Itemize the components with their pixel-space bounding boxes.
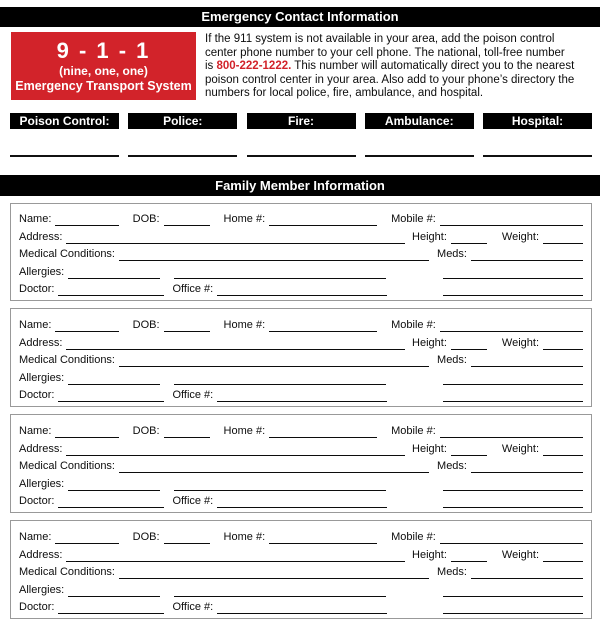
- home-phone-label: Home #:: [223, 213, 266, 226]
- medical-conditions-field-line[interactable]: [119, 354, 429, 367]
- emergency-contact-header-bar: [0, 7, 600, 27]
- name-label: Name:: [19, 425, 52, 438]
- doctor-field-line[interactable]: [58, 389, 164, 402]
- poison-control-field-line[interactable]: [10, 155, 119, 157]
- meds-field-line[interactable]: [471, 354, 583, 367]
- family-member-card: [10, 520, 592, 619]
- allergies-field-line[interactable]: [68, 584, 160, 597]
- dob-label: DOB:: [132, 319, 160, 332]
- doctor-label: Doctor:: [19, 389, 55, 402]
- weight-label: Weight:: [501, 548, 539, 561]
- dob-field-line[interactable]: [164, 213, 210, 226]
- mobile-phone-label: Mobile #:: [391, 319, 436, 332]
- height-label: Height:: [412, 548, 447, 561]
- doctor-label: Doctor:: [19, 283, 55, 296]
- instructions-line-5: numbers for local police, fire, ambulance, and hospital.: [205, 87, 484, 99]
- allergies-field-line[interactable]: [68, 478, 160, 491]
- meds-continuation-line-1[interactable]: [443, 266, 583, 279]
- dob-field-line[interactable]: [164, 531, 210, 544]
- weight-label: Weight:: [501, 336, 539, 349]
- member-row-address: [19, 438, 583, 456]
- member-row-allergies: [19, 579, 583, 597]
- member-row-doctor: [19, 279, 583, 297]
- member-row-allergies: [19, 367, 583, 385]
- height-field-line[interactable]: [451, 443, 487, 456]
- allergies-continuation-line[interactable]: [174, 478, 386, 491]
- weight-label: Weight:: [501, 442, 539, 455]
- instructions-line-1: If the 911 system is not available in your area, add the poison control: [205, 33, 555, 45]
- height-field-line[interactable]: [451, 231, 487, 244]
- member-row-name: [19, 209, 583, 227]
- address-label: Address:: [19, 442, 63, 455]
- address-field-line[interactable]: [66, 337, 405, 350]
- weight-field-line[interactable]: [543, 549, 583, 562]
- allergies-label: Allergies:: [19, 583, 65, 596]
- mobile-phone-field-line[interactable]: [440, 425, 583, 438]
- address-field-line[interactable]: [66, 231, 405, 244]
- hospital-label: Hospital:: [483, 113, 592, 129]
- member-row-doctor: [19, 491, 583, 509]
- emergency-number-pronunciation: (nine, one, one): [59, 64, 148, 78]
- instructions-line-4: poison control center in your area. Also add to your phone’s directory the: [205, 73, 575, 86]
- meds-continuation-line-2[interactable]: [443, 495, 583, 508]
- office-phone-field-line[interactable]: [217, 495, 387, 508]
- meds-field-line[interactable]: [471, 248, 583, 261]
- home-phone-label: Home #:: [223, 425, 266, 438]
- emergency-911-box: [11, 32, 196, 100]
- home-phone-label: Home #:: [223, 319, 266, 332]
- member-row-doctor: [19, 597, 583, 615]
- member-row-medical: [19, 350, 583, 368]
- office-phone-field-line[interactable]: [217, 283, 387, 296]
- meds-continuation-line-2[interactable]: [443, 283, 583, 296]
- hospital-field-line[interactable]: [483, 155, 592, 157]
- name-field-line[interactable]: [55, 425, 118, 438]
- meds-field-line[interactable]: [471, 460, 583, 473]
- member-row-address: [19, 544, 583, 562]
- instructions-line-3-pre: is: [205, 60, 217, 72]
- name-label: Name:: [19, 531, 52, 543]
- medical-conditions-label: Medical Conditions:: [19, 354, 115, 367]
- height-label: Height:: [412, 230, 447, 243]
- member-row-address: [19, 226, 583, 244]
- meds-label: Meds:: [437, 354, 467, 367]
- meds-continuation-line-1[interactable]: [443, 372, 583, 385]
- medical-conditions-label: Medical Conditions:: [19, 248, 115, 261]
- family-member-card: [10, 308, 592, 407]
- member-row-name: [19, 314, 583, 332]
- medical-conditions-field-line[interactable]: [119, 566, 429, 579]
- weight-label: Weight:: [501, 230, 539, 243]
- instructions-line-2: center phone number to your cell phone. The national, toll-free number: [205, 46, 565, 59]
- poison-control-label: Poison Control:: [10, 113, 119, 129]
- mobile-phone-label: Mobile #:: [391, 531, 436, 543]
- weight-field-line[interactable]: [543, 231, 583, 244]
- family-member-list: [10, 203, 592, 620]
- family-member-card: [10, 414, 592, 513]
- dob-label: DOB:: [132, 531, 160, 543]
- meds-continuation-line-2[interactable]: [443, 389, 583, 402]
- ambulance-field-line[interactable]: [365, 155, 474, 157]
- meds-continuation-line-1[interactable]: [443, 584, 583, 597]
- allergies-field-line[interactable]: [68, 266, 160, 279]
- meds-label: Meds:: [437, 566, 467, 579]
- name-label: Name:: [19, 213, 52, 226]
- member-row-allergies: [19, 261, 583, 279]
- doctor-label: Doctor:: [19, 495, 55, 508]
- poison-control-instructions: [205, 32, 574, 101]
- home-phone-field-line[interactable]: [269, 425, 377, 438]
- name-field-line[interactable]: [55, 213, 118, 226]
- office-phone-label: Office #:: [172, 283, 214, 296]
- height-label: Height:: [412, 442, 447, 455]
- fire-label: Fire:: [247, 113, 356, 129]
- home-phone-label: Home #:: [223, 531, 266, 543]
- emergency-number: 9 - 1 - 1: [56, 38, 151, 63]
- family-member-header-bar: [0, 175, 600, 196]
- doctor-field-line[interactable]: [58, 601, 164, 614]
- office-phone-label: Office #:: [172, 601, 214, 614]
- dob-field-line[interactable]: [164, 319, 210, 332]
- police-label: Police:: [128, 113, 237, 129]
- address-field-line[interactable]: [66, 549, 405, 562]
- home-phone-field-line[interactable]: [269, 531, 377, 544]
- member-row-medical: [19, 562, 583, 580]
- allergies-continuation-line[interactable]: [174, 372, 386, 385]
- family-member-card: [10, 203, 592, 302]
- address-field-line[interactable]: [66, 443, 405, 456]
- member-row-name: [19, 420, 583, 438]
- allergies-label: Allergies:: [19, 371, 65, 384]
- medical-conditions-label: Medical Conditions:: [19, 566, 115, 579]
- height-field-line[interactable]: [451, 549, 487, 562]
- intro-section: [11, 32, 596, 101]
- mobile-phone-field-line[interactable]: [440, 531, 583, 544]
- doctor-field-line[interactable]: [58, 283, 164, 296]
- dob-label: DOB:: [132, 425, 160, 438]
- family-member-title: Family Member Information: [215, 177, 385, 193]
- height-label: Height:: [412, 336, 447, 349]
- mobile-phone-label: Mobile #:: [391, 425, 436, 438]
- weight-field-line[interactable]: [543, 443, 583, 456]
- office-phone-label: Office #:: [172, 495, 214, 508]
- member-row-allergies: [19, 473, 583, 491]
- meds-continuation-line-2[interactable]: [443, 601, 583, 614]
- member-row-medical: [19, 244, 583, 262]
- member-row-medical: [19, 456, 583, 474]
- name-field-line[interactable]: [55, 531, 118, 544]
- emergency-contact-title: Emergency Contact Information: [201, 9, 399, 24]
- allergies-continuation-line[interactable]: [174, 584, 386, 597]
- meds-label: Meds:: [437, 460, 467, 473]
- poison-control-phone-number: 800-222-1222.: [216, 60, 292, 72]
- fire-field-line[interactable]: [247, 155, 356, 157]
- allergies-continuation-line[interactable]: [174, 266, 386, 279]
- member-row-name: [19, 526, 583, 544]
- ambulance-label: Ambulance:: [365, 113, 474, 129]
- instructions-line-3-post: This number will automatically direct you to the nearest: [291, 60, 575, 72]
- name-label: Name:: [19, 319, 52, 332]
- medical-conditions-field-line[interactable]: [119, 460, 429, 473]
- meds-continuation-line-1[interactable]: [443, 478, 583, 491]
- address-label: Address:: [19, 548, 63, 561]
- height-field-line[interactable]: [451, 337, 487, 350]
- meds-field-line[interactable]: [471, 566, 583, 579]
- allergies-label: Allergies:: [19, 477, 65, 490]
- police-field-line[interactable]: [128, 155, 237, 157]
- instructions-line-3: [205, 60, 574, 74]
- allergies-label: Allergies:: [19, 265, 65, 278]
- mobile-phone-field-line[interactable]: [440, 319, 583, 332]
- office-phone-field-line[interactable]: [217, 389, 387, 402]
- mobile-phone-field-line[interactable]: [440, 213, 583, 226]
- address-label: Address:: [19, 336, 63, 349]
- name-field-line[interactable]: [55, 319, 118, 332]
- doctor-label: Doctor:: [19, 601, 55, 614]
- local-contacts-row: [10, 113, 592, 129]
- member-row-doctor: [19, 385, 583, 403]
- member-row-address: [19, 332, 583, 350]
- local-contacts-write-in-row: [10, 155, 592, 157]
- address-label: Address:: [19, 230, 63, 243]
- home-phone-field-line[interactable]: [269, 213, 377, 226]
- meds-label: Meds:: [437, 248, 467, 261]
- doctor-field-line[interactable]: [58, 495, 164, 508]
- office-phone-label: Office #:: [172, 389, 214, 402]
- home-phone-field-line[interactable]: [269, 319, 377, 332]
- office-phone-field-line[interactable]: [217, 601, 387, 614]
- emergency-transport-label: Emergency Transport System: [15, 79, 192, 93]
- weight-field-line[interactable]: [543, 337, 583, 350]
- dob-field-line[interactable]: [164, 425, 210, 438]
- dob-label: DOB:: [132, 213, 160, 226]
- allergies-field-line[interactable]: [68, 372, 160, 385]
- medical-conditions-field-line[interactable]: [119, 248, 429, 261]
- medical-conditions-label: Medical Conditions:: [19, 460, 115, 473]
- mobile-phone-label: Mobile #:: [391, 213, 436, 226]
